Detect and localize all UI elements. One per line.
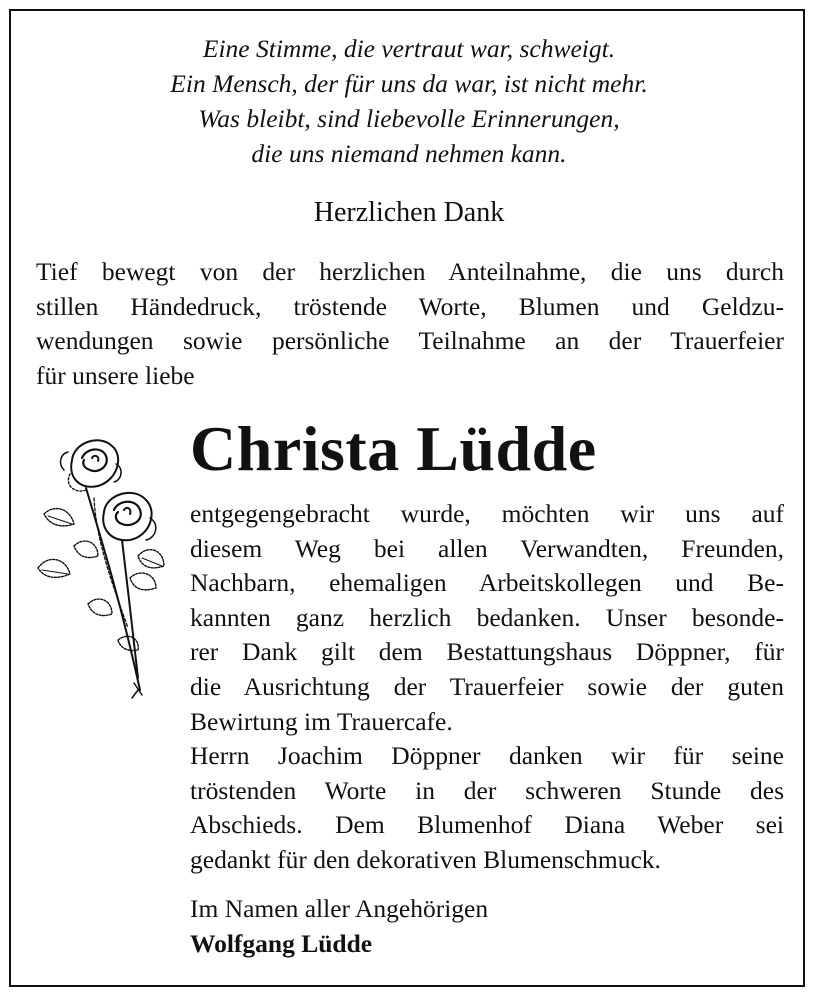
poem-line: Eine Stimme, die vertraut war, schweigt. — [202, 34, 616, 63]
body-paragraph — [190, 497, 784, 878]
body-line: Abschieds. Dem Blumenhof Diana Weber sei — [190, 810, 784, 840]
body-line: Nachbarn, ehemaligen Arbeitskollegen und Be- — [190, 568, 784, 598]
intro-paragraph — [36, 255, 784, 393]
signature-line: Im Namen aller Angehörigen — [190, 894, 489, 923]
intro-line: wendungen sowie persönliche Teilnahme an der Trauerfeier — [36, 326, 784, 355]
heading: Herzlichen Dank — [313, 197, 505, 228]
body-line: die Ausrichtung der Trauerfeier sowie der guten — [190, 671, 784, 701]
deceased-name: Christa Lüdde — [190, 413, 597, 484]
poem-line: Was bleibt, sind liebevolle Erinnerungen, — [198, 104, 620, 133]
body-line: rer Dank gilt dem Bestattungshaus Döppner, für — [190, 637, 784, 667]
body-line: entgegengebracht wurde, möchten wir uns auf — [190, 499, 784, 528]
body-line: kannten ganz herzlich bedanken. Unser besonde- — [190, 602, 784, 632]
two-roses-icon — [34, 428, 170, 702]
signature-block — [190, 892, 488, 961]
intro-line: für unsere liebe — [36, 360, 195, 390]
body-line: gedankt für den dekorativen Blumenschmuck. — [190, 844, 661, 874]
intro-line: Tief bewegt von der herzlichen Anteilnahme, die uns durch — [36, 257, 784, 286]
poem — [0, 31, 818, 171]
body-line: diesem Weg bei allen Verwandten, Freunden, — [190, 533, 784, 563]
poem-line: Ein Mensch, der für uns da war, ist nicht mehr. — [170, 69, 648, 98]
intro-line: stillen Händedruck, tröstende Worte, Blumen und Geldzu- — [36, 291, 784, 321]
signer-name: Wolfgang Lüdde — [190, 928, 373, 958]
body-line: Herrn Joachim Döppner danken wir für seine — [190, 741, 784, 771]
body-line: Bewirtung im Trauercafe. — [190, 706, 453, 736]
poem-line: die uns niemand nehmen kann. — [251, 139, 567, 168]
body-line: tröstenden Worte in der schweren Stunde des — [190, 775, 784, 805]
